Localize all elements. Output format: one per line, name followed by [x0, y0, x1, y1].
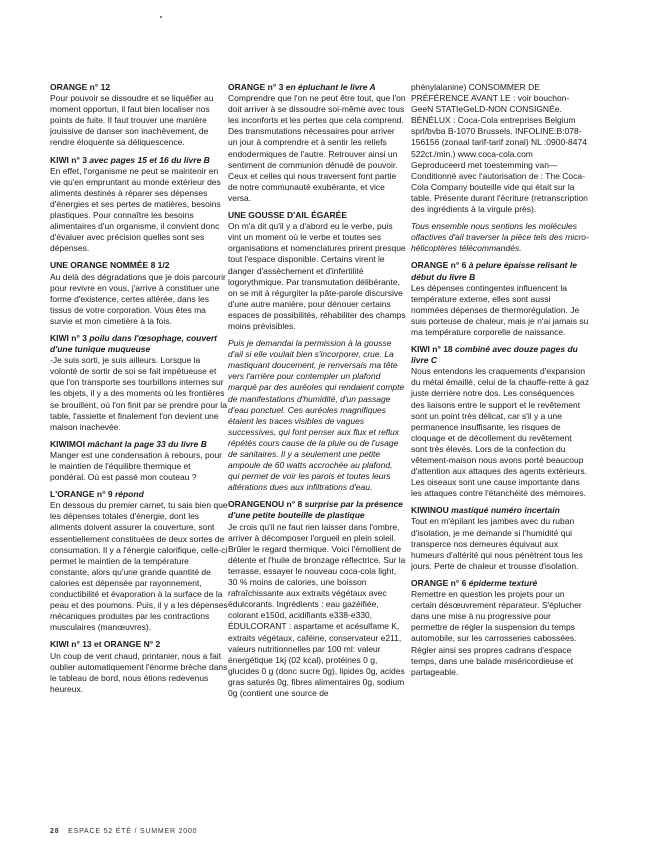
section-heading [228, 499, 406, 521]
body-paragraph: Au delà des dégradations que je dois parcourir pour revivre en vous, j'arrive à constituer une forme d'existence, certes altérée, dans les tissus de votre corporation. Vous êtes ma survie et mon cimetière à la fois. [50, 271, 226, 326]
text-section [50, 82, 228, 149]
section-heading [411, 578, 589, 589]
italic-paragraph: Tous ensemble nous sentions les molécules olfactives d'ail traverser la pièce tels des micro-hélicoptères télécommandés. [411, 221, 589, 254]
text-section [228, 338, 406, 493]
text-section [50, 333, 228, 433]
text-section [228, 82, 406, 204]
heading-subtitle: en épluchant le livre A [285, 82, 376, 92]
body-paragraph: Comprendre que l'on ne peut être tout, que l'on doit arriver à se dissoudre soi-même avec tous les inconforts et les pertes que cela comprend. Des transmutations nécessaires pour arriver un jour à comprendre et à sentir les reliefs endodermiques de l'autre. Retrouver ainsi un sentiment de communion dénudé de pouvoir. Ceux et celles qui nous traversent font partie de notre communauté exubérante, et vice versa. [228, 93, 406, 203]
text-section [50, 155, 228, 255]
body-paragraph: Manger est une condensation à rebours, pour le maintien de l'équilibre thermique et pondéral. Où est passé mon couteau ? [50, 449, 223, 483]
body-paragraph: En effet, l'organisme ne peut se maintenir en vie qu'en empruntant au monde extérieur des aliments destinés à réparer ses dépenses d'énergies et ses pertes de matières, besoins plastiques. Pour connaître les besoins alimentaires d'un organisme, il convient donc d'évaluer avec précision quelles sont ses dépenses. [50, 165, 221, 254]
heading-subtitle: avec pages 15 et 16 du livre B [89, 154, 210, 165]
body-paragraph: Pour pouvoir se dissoudre et se liquéfier au moment opportun, il faut bien localiser nos points de fuite. Il faut trouver une manière jouissive de danser son inachèvement, de rendre éloquente sa déliquescence. [50, 93, 214, 148]
body-paragraph: Les dépenses contingentes influencent la température externe, elles sont aussi nommées dépenses de thermorégulation. Je suis porteuse de chaleur, mais je n'ai jamais su ma température corporelle de naissance. [411, 282, 589, 337]
heading-title: L'ORANGE n° 9 [50, 489, 113, 500]
body-paragraph: -Je suis sorti, je suis ailleurs. Lorsque la volonté de sortir de soi se fait impétueuse et que l'on transporte ses tourbillons internes sur les objets, il y a des moments où les frontières se brouillent, où l'on finit par se prendre pour la table, l'assiette et finalement l'on devient une maison inachevée. [50, 355, 227, 432]
text-section [411, 260, 589, 338]
heading-title: ORANGENOU n° 8 [228, 499, 303, 510]
heading-title: KIWI n° 13 et ORANGE N° 2 [50, 639, 161, 650]
body-paragraph: Tout en m'épilant les jambes avec du ruban d'isolation, je me demande si l'humidité qui transperce nos demeures équivaut aux humeurs d'altérité qui nous pénètrent tous les jours. Perte de chaleur et trousse d'isolation. [411, 516, 583, 571]
heading-subtitle: mâchant la page 33 du livre B [87, 438, 207, 449]
body-paragraph: phénylalanine) CONSOMMER DE PRÉFÉRENCE AVANT LE : voir bouchon-GeeN STATIeGeLD-NON CONSIGNÉe. BÉNÉLUX : Coca-Cola entreprises Belgium sprl/bvba B-1070 Brussels. INFOLINE:B:078-156156 (zonaal tarif-tarif zonal) NL :0900-8474 522ct./min.) www.coca-cola.com Geproduceerd met toestemming van— Conditionné avec l'autorisation de : The Coca-Cola Company bouteille vide qui était sur la table. Présente durant l'écriture (retranscription des ingrédients à la virgule près). [411, 82, 588, 215]
heading-subtitle: combiné avec douze pages du livre C [411, 344, 578, 366]
publication-info: ESPACE 52 ÉTÉ / SUMMER 2000 [68, 828, 198, 835]
heading-title: UNE GOUSSE D'AIL ÉGARÉE [228, 210, 347, 221]
page-footer [50, 828, 197, 835]
text-section [50, 260, 228, 327]
heading-subtitle: mastiqué numéro incertain [451, 505, 560, 516]
heading-subtitle: épiderme texturé [468, 577, 538, 588]
section-heading [411, 344, 589, 366]
text-section [411, 82, 589, 215]
heading-subtitle: surprise par la présence d'une petite bouteille de plastique [228, 499, 403, 521]
section-heading [50, 333, 228, 355]
body-paragraph: Nous entendons les craquements d'expansion du métal émaillé, celui de la chauffe-rette à gaz juste derrière notre dos. Les conséquences des liaisons entre le support et le revêtement sont un point très délicat, car s'il y a une permanence insuffisante, les risques de cloquage et de décollement du revêtement sont très élevés. Lors de la confection du vêtement-maison nous avons porté beaucoup d'attention aux attaques des agents extérieurs. Les oiseaux sont une cause importante dans les attaques contre l'étanchéité des mémoires. [411, 366, 589, 499]
body-paragraph: Remettre en question les projets pour un certain désœuvrement réparateur. S'éplucher dans une mise à nu progressive pour permettre de régler la suspension du temps automobile, sur les carrosseries cabossées. Régler ainsi ses propres cadrans d'espace temps, dans une balade miséricordieuse et partageable. [411, 589, 582, 677]
heading-title: KIWINOU [411, 505, 449, 516]
text-section [50, 489, 228, 633]
body-paragraph: Un coup de vent chaud, printanier, nous a fait oublier automatiquement l'énorme brèche dans le tableau de bord, nous étions redevenus heureux. [50, 650, 228, 694]
heading-subtitle: à pelure épaisse relisant le début du livre B [411, 260, 577, 282]
column-2 [228, 82, 406, 705]
heading-title: KIWI n° 18 [411, 344, 453, 355]
page-number: 28 [50, 828, 60, 835]
column-3 [411, 82, 589, 684]
section-heading [50, 439, 228, 450]
section-heading [228, 82, 406, 93]
text-section [411, 578, 589, 678]
body-paragraph: En dessous du premier carnet, tu sais bien que les dépenses totales d'énergie, dont les aliments doivent assurer la couverture, sont essentiellement constituées de deux sortes de consumation. Il y a l'énergie calorifique, celle-ci permet le maintien de la température constante, alors qu'une grande quantité de calories est dépensée par rayonnement, conductibilité et évaporation à la surface de la peau et des poumons. Puis, il y a les dépenses mécaniques produites par les contractions musculaires (manœuvres). [50, 500, 228, 633]
section-heading [411, 505, 589, 516]
text-section [228, 210, 406, 332]
body-paragraph: Je crois qu'il ne faut rien laisser dans l'ombre, arriver à décomposer l'orgueil en plein soleil. Brûler le regard thermique. Voici l'émollient de détente et l'huile de bronzage réflectrice. Sur la terrasse, essayer le nouveau coca-cola light, 30 % moins de calories, une boisson rafraîchissante aux extraits végétaux avec édulcorants. Ingrédients : eau gazéifiée, colorant e150d, acidifiants e338-e330, ÉDULCORANT : aspartame et acésulfame K, extraits végétaux, caféine, conservateur e211, valeurs nutritionnelles par 100 ml: valeur énergétique 1kj (02 kcal), protéines 0 g, glucides 0 g (donc sucre 0g), lipides 0g, acides gras saturés 0g, fibres alimentaires 0g, sodium 0g (contient une source de [228, 521, 406, 698]
body-paragraph: On m'a dit qu'il y a d'abord eu le verbe, puis vint un moment où le verbe et toutes ses organisations et nomenclatures prirent presque tout l'espace disponible. Certains virent le danger d'assèchement et d'infertilité logorythmique. Par transmutation délibérante, on se mit à régurgiter la pâte-parole discursive d'une autre manière, pour dénouer certains espaces de possibilités, réhabiliter des champs moins prévisibles. [228, 221, 406, 331]
text-section [50, 639, 228, 694]
heading-title: UNE ORANGE NOMMÉE 8 1/2 [50, 260, 170, 271]
heading-title: KIWI n° 3 [50, 154, 87, 165]
text-section [411, 221, 589, 254]
section-heading [228, 210, 406, 221]
heading-title: KIWI n° 3 [50, 332, 87, 343]
section-heading [50, 155, 228, 166]
heading-subtitle: poilu dans l'œsophage, couvert d'une tunique muqueuse [50, 332, 217, 355]
heading-subtitle: répond [114, 489, 144, 500]
section-heading [50, 639, 228, 650]
heading-title: ORANGE n° 3 [228, 82, 284, 92]
heading-title: KIWIMOI [50, 438, 85, 449]
section-heading [411, 260, 589, 282]
printer-dot [160, 16, 162, 18]
text-section [228, 499, 406, 699]
italic-paragraph: Puis je demandai la permission à la gousse d'ail si elle voulait bien s'incorporer, crue. La mastiquant doucement, je renversais ma tête vers l'arrière pour contempler un plafond marqué par des auréoles qui rendaient compte de manifestations d'humidité, d'un passage d'eau ponctuel. Ces auréoles magnifiques étaient les traces visibles de vagues successives, qui font penser aux flux et reflux répétés cours cause de la pluie ou de l'usage de sanitaires. Il y a seulement une petite ampoule de 60 watts accrochée au plafond, qui permet de voir les parois et toutes leurs altérations dues aux infiltrations d'eau. [228, 338, 405, 493]
text-section [411, 505, 589, 572]
text-section [50, 439, 228, 483]
column-1 [50, 82, 228, 701]
section-heading [50, 260, 228, 271]
section-heading [50, 82, 228, 93]
heading-title: ORANGE n° 6 [411, 260, 467, 271]
heading-title: ORANGE n° 12 [50, 82, 111, 92]
section-heading [50, 489, 228, 500]
text-section [411, 344, 589, 499]
heading-title: ORANGE n° 6 [411, 577, 467, 588]
